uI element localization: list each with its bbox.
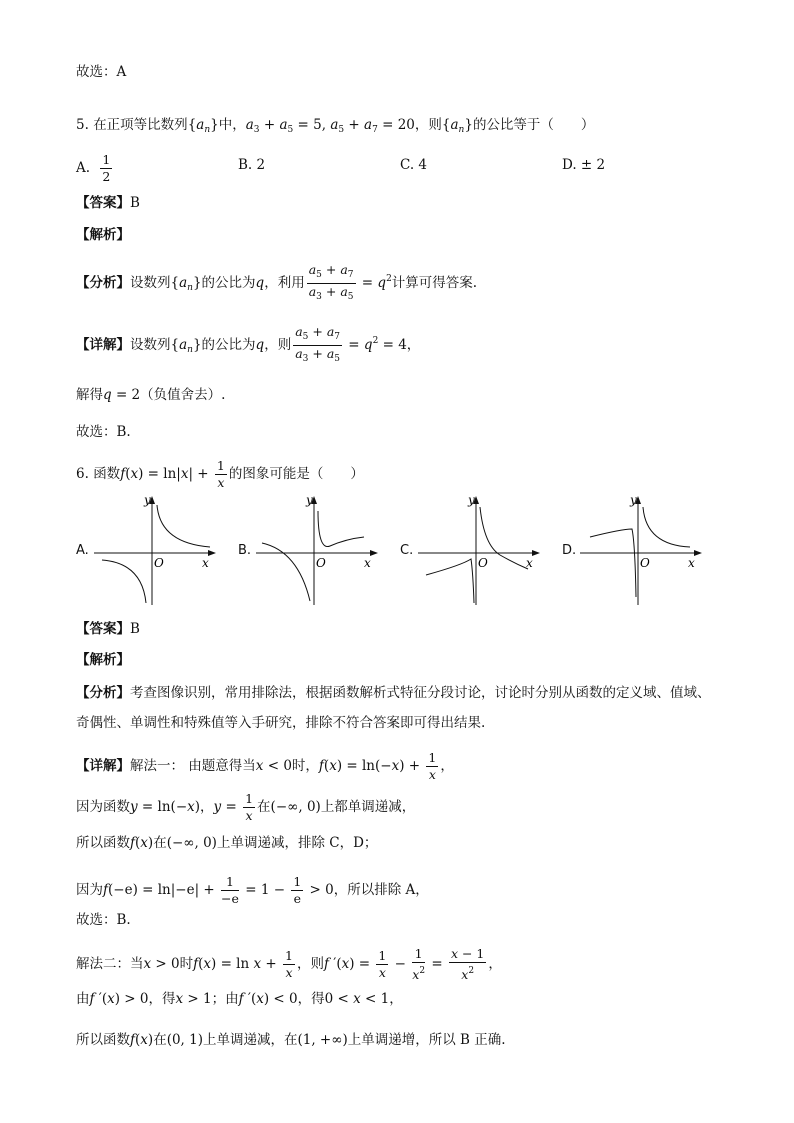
q6-line2: 因为函数y = ln(−x)，y = $\frac{1}{x}$ 在(−∞, 0)上都单调递减， (76, 791, 416, 823)
graph-c (418, 493, 548, 608)
graph-c-label: C. (400, 543, 414, 558)
q6-analysis-heading: 【解析】 (76, 652, 130, 668)
q6-method1: 【详解】解法一： 由题意得当x < 0时，f(x) = ln(−x) + $\frac{1}{x}$ ， (76, 750, 454, 782)
q6-line3: 所以函数f(x)在(−∞, 0)上单调递减，排除 C，D； (76, 835, 378, 851)
q5-answer: 【答案】B (76, 195, 140, 211)
q6-line8: 所以函数f(x)在(0, 1)上单调递减，在(1, +∞)上单调递增，所以 B 正确. (76, 1032, 506, 1048)
previous-conclusion: 故选：A (76, 64, 127, 80)
svg-text:x: x (688, 556, 695, 570)
q6-line7: 由f ′(x) > 0，得x > 1；由f ′(x) < 0，得0 < x < 1， (76, 991, 403, 1007)
q6-fenxi-line2: 奇偶性、单调性和特殊值等入手研究，排除不符合答案即可得出结果. (76, 715, 486, 731)
graph-a (94, 493, 224, 608)
graph-b-label: B. (238, 543, 252, 558)
q5-analysis-heading: 【解析】 (76, 227, 130, 243)
graph-b (256, 493, 386, 608)
q6-method2: 解法二：当x > 0时f(x) = ln x + $\frac{1}{x}$ ，则f ′(x) = $\frac{1}{x}$ − $\frac{1}{x^2}$ = $\frac{x - 1}{x^2}$ ， (76, 946, 502, 982)
choice-d: D. ± 2 (562, 157, 606, 173)
q6-answer: 【答案】B (76, 621, 140, 637)
question-5-stem: 5. 在正项等比数列$\{a_n\}$中，$a_3 + a_5 = 5$, $a_5 + a_7 = 20$，则$\{a_n\}$的公比等于（ ） (76, 117, 595, 135)
q6-line4: 因为f(−e) = ln|−e| + $\frac{1}{-e}$ = 1 − $\frac{1}{e}$ > 0，所以排除 A， (76, 874, 429, 906)
q5-fenxi: 【分析】设数列$\{a_n\}$的公比为q，利用 $\frac{a_5 + a_7}{a_3 + a_5}$ = $q^2$计算可得答案. (76, 262, 478, 302)
graph-d (580, 493, 710, 608)
svg-text:O: O (640, 556, 650, 570)
q5-conclusion: 故选：B. (76, 424, 131, 440)
choice-b: B. 2 (238, 157, 266, 173)
svg-text:x: x (202, 556, 209, 570)
choice-a: A. $\frac{1}{2}$ (76, 152, 111, 184)
svg-text:x: x (364, 556, 371, 570)
svg-text:y: y (306, 493, 313, 507)
choice-c: C. 4 (400, 157, 428, 173)
svg-text:O: O (316, 556, 326, 570)
q5-xiangjie: 【详解】设数列$\{a_n\}$的公比为q，则 $\frac{a_5 + a_7}{a_3 + a_5}$ = $q^2 = 4$， (76, 324, 421, 364)
q5-solve: 解得q = 2（负值舍去）. (76, 387, 226, 403)
svg-text:O: O (154, 556, 164, 570)
svg-text:O: O (478, 556, 488, 570)
q6-line5: 故选：B. (76, 912, 131, 928)
svg-text:x: x (526, 556, 533, 570)
q6-fenxi-line1: 【分析】考查图像识别，常用排除法，根据函数解析式特征分段讨论，讨论时分别从函数的定义域、值域、 (76, 685, 711, 701)
graph-d-label: D. (562, 543, 577, 558)
svg-text:y: y (144, 493, 151, 507)
svg-text:y: y (468, 493, 475, 507)
svg-text:y: y (630, 493, 637, 507)
graph-a-label: A. (76, 543, 89, 558)
question-6-stem: 6. 函数f(x) = ln|x| + $\frac{1}{x}$ 的图象可能是（ ） (76, 458, 364, 490)
